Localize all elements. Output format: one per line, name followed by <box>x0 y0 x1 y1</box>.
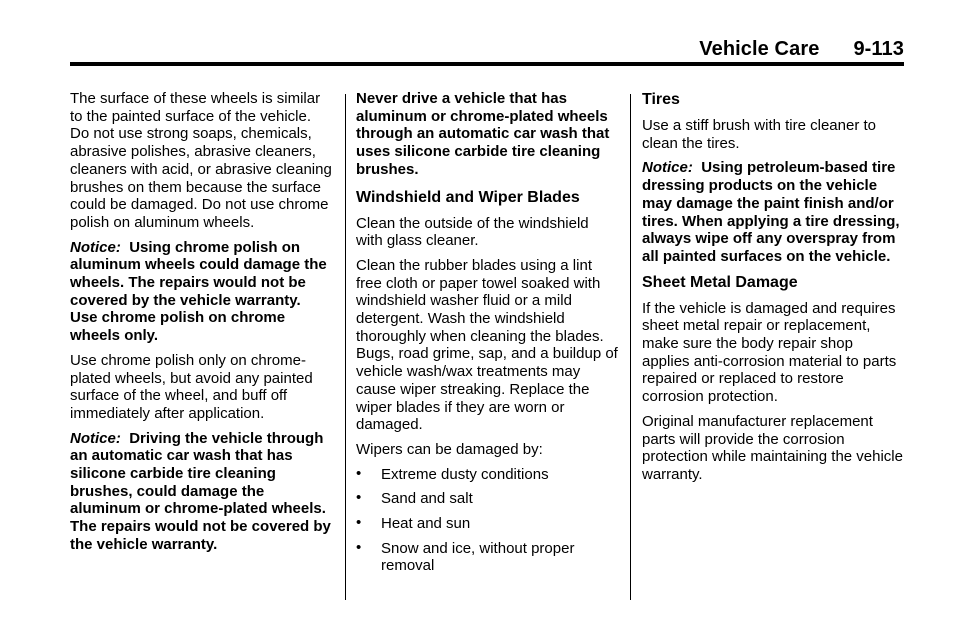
list-item-text: Snow and ice, without proper removal <box>381 539 575 575</box>
column-2 <box>356 90 618 582</box>
bullet-icon: • <box>356 489 362 507</box>
wiper-blades-paragraph: Clean the rubber blades using a lint free cloth or paper towel soaked with windshield washer fluid or a mild detergent. Wash the windshield thoroughly when cleaning the blades. Bugs, road grime, sap, and a buildup of vehicle wash/wax treatments may cause wiper streaking. Replace the wiper blades if they are worn or damaged. <box>356 256 618 434</box>
column-3 <box>642 90 904 491</box>
chrome-polish-notice <box>70 239 332 345</box>
notice-label: Notice: <box>642 159 693 177</box>
bullet-icon: • <box>356 464 362 482</box>
running-head <box>699 38 904 61</box>
windshield-paragraph: Clean the outside of the windshield with glass cleaner. <box>356 214 589 250</box>
tires-heading: Tires <box>642 91 680 108</box>
bullet-icon: • <box>356 514 362 532</box>
sheet-metal-heading: Sheet Metal Damage <box>642 273 798 291</box>
list-item-text: Extreme dusty conditions <box>381 465 549 483</box>
page-header <box>70 38 904 64</box>
bullet-icon: • <box>356 538 362 556</box>
notice-text: Using petroleum-based tire dressing products on the vehicle may damage the paint finish and/or tires. When applying a tire dressing, always wipe off any overspray from all painted surfaces on the vehicle. <box>642 159 900 265</box>
car-wash-notice <box>70 430 332 554</box>
replacement-parts-paragraph: Original manufacturer replacement parts will provide the corrosion protection while maintaining the vehicle warranty. <box>642 412 903 483</box>
car-wash-warning: Never drive a vehicle that has aluminum or chrome-plated wheels through an automatic car wash that uses silicone carbide tire cleaning brushes. <box>356 90 610 178</box>
windshield-heading: Windshield and Wiper Blades <box>356 188 580 206</box>
list-item <box>356 515 618 533</box>
list-item <box>356 490 618 508</box>
column-1 <box>70 90 332 561</box>
header-rule <box>70 62 904 66</box>
chrome-polish-paragraph: Use chrome polish only on chrome-plated wheels, but avoid any painted surface of the wheel, and buff off immediately after application. <box>70 351 313 422</box>
notice-text: Using chrome polish on aluminum wheels could damage the wheels. The repairs would not be covered by the vehicle warranty. Use chrome polish on chrome wheels only. <box>70 238 327 345</box>
page-number: 9-113 <box>853 38 904 60</box>
notice-text: Driving the vehicle through an automatic car wash that has silicone carbide tire cleaning brushes, could damage the aluminum or chrome-plated wheels. The repairs would not be covered by the vehicle warranty. <box>70 429 331 553</box>
tire-dressing-notice <box>642 159 904 265</box>
notice-label: Notice: <box>70 429 121 447</box>
column-divider-right <box>630 94 631 600</box>
list-item <box>356 540 618 575</box>
section-title: Vehicle Care <box>699 38 820 60</box>
list-item <box>356 466 618 484</box>
notice-label: Notice: <box>70 238 121 256</box>
wiper-damage-intro: Wipers can be damaged by: <box>356 440 543 458</box>
wiper-damage-list <box>356 466 618 576</box>
list-item-text: Sand and salt <box>381 490 473 508</box>
sheet-metal-paragraph: If the vehicle is damaged and requires sheet metal repair or replacement, make sure the body repair shop applies anti-corrosion material to parts repaired or replaced to restore corrosion protection. <box>642 299 897 406</box>
column-divider-left <box>345 94 346 600</box>
list-item-text: Heat and sun <box>381 515 471 533</box>
wheel-surface-paragraph: The surface of these wheels is similar to the painted surface of the vehicle. Do not use strong soaps, chemicals, abrasive polishes, abrasive cleaners, cleaners with acid, or abrasive cleaning brushes on them because the surface could be damaged. Do not use chrome polish on aluminum wheels. <box>70 90 332 231</box>
tires-paragraph: Use a stiff brush with tire cleaner to clean the tires. <box>642 117 876 152</box>
